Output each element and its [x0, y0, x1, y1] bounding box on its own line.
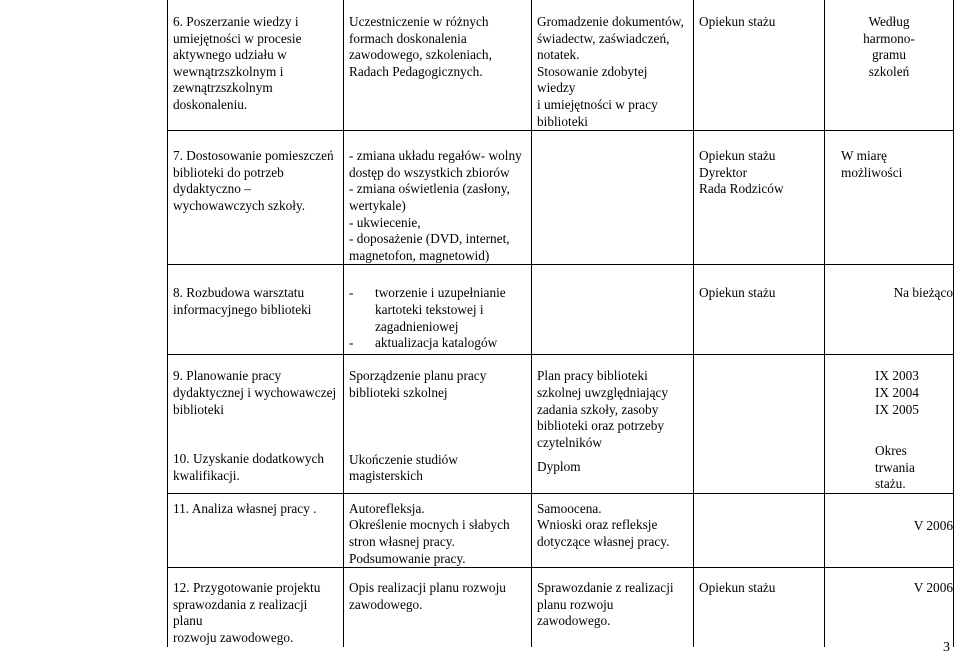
method-line: wertykale): [349, 197, 406, 213]
evidence-line: szkolnej uwzględniający: [537, 384, 669, 400]
method-list-item: [349, 335, 526, 352]
term-cell: [825, 265, 954, 355]
responsible-line: Opiekun stażu: [699, 285, 776, 301]
evidence-cell: [532, 131, 694, 265]
method-list-item: [349, 285, 526, 335]
task-line: informacyjnego biblioteki: [173, 301, 312, 317]
method-cell: [344, 493, 532, 567]
task-line: biblioteki do potrzeb: [173, 164, 284, 180]
term-line: Na bieżąco: [893, 285, 953, 301]
evidence-cell: [532, 355, 694, 494]
evidence-line: zadania szkoły, zasoby: [537, 401, 659, 417]
method-cell: [344, 568, 532, 647]
method-cell: [344, 131, 532, 265]
task-line: 7. Dostosowanie pomieszczeń: [173, 148, 334, 164]
method-cell: [344, 355, 532, 494]
task-line: dydaktycznej i wychowawczej: [173, 384, 337, 400]
task-line: zewnątrzszkolnym: [173, 80, 273, 96]
method-line: Podsumowanie pracy.: [349, 550, 466, 566]
method-line: dostęp do wszystkich zbiorów: [349, 164, 510, 180]
task-line: 8. Rozbudowa warsztatu: [173, 285, 305, 301]
method-cell: [344, 0, 532, 131]
method-line: kartoteki tekstowej i: [375, 301, 484, 317]
responsible-cell: [694, 568, 825, 647]
page-number: 3: [943, 640, 950, 655]
method-line: stron własnej pracy.: [349, 534, 455, 550]
evidence-line: Wnioski oraz refleksje: [537, 517, 658, 533]
term-cell: [825, 493, 954, 567]
table-row: [168, 493, 954, 567]
table-row: [168, 0, 954, 131]
method-line: - doposażenie (DVD, internet,: [349, 231, 510, 247]
term-line: IX 2003: [875, 368, 919, 384]
evidence-line: świadectw, zaświadczeń,: [537, 30, 670, 46]
method-line: Opis realizacji planu rozwoju: [349, 580, 506, 596]
development-plan-table: [167, 0, 954, 647]
task-line: 12. Przygotowanie projektu: [173, 580, 321, 596]
term-cell: [825, 355, 954, 494]
term-cell: [825, 0, 954, 131]
term-line: V 2006: [913, 580, 953, 596]
method-line: magisterskich: [349, 468, 423, 484]
term-line: możliwości: [841, 164, 903, 180]
term-cell: [825, 131, 954, 265]
evidence-line: biblioteki oraz potrzeby: [537, 418, 665, 434]
evidence-line: notatek.: [537, 47, 580, 63]
task-line: dydaktyczno –: [173, 181, 251, 197]
term-cell: [825, 568, 954, 647]
task-line: wychowawczych szkoły.: [173, 197, 306, 213]
task-line: 11. Analiza własnej pracy .: [173, 500, 317, 516]
method-line: - zmiana układu regałów- wolny: [349, 148, 522, 164]
task-cell: [168, 493, 344, 567]
method-line: zawodowego.: [349, 596, 423, 612]
task-cell: [168, 265, 344, 355]
evidence-line: Plan pracy biblioteki: [537, 368, 648, 384]
table-row: [168, 131, 954, 265]
responsible-cell: [694, 131, 825, 265]
evidence-line: Stosowanie zdobytej wiedzy: [537, 63, 648, 96]
responsible-line: Dyrektor: [699, 164, 747, 180]
table-row: [168, 265, 954, 355]
task-line: sprawozdania z realizacji planu: [173, 596, 308, 629]
method-line: biblioteki szkolnej: [349, 384, 448, 400]
responsible-cell: [694, 355, 825, 494]
term-line: IX 2004: [875, 384, 919, 400]
method-line: Autorefleksja.: [349, 500, 425, 516]
evidence-line: czytelników: [537, 434, 602, 450]
task-line: kwalifikacji.: [173, 467, 240, 483]
term-line: trwania: [875, 459, 915, 475]
evidence-line: Dyplom: [537, 459, 581, 475]
task-line: aktywnego udziału w: [173, 47, 287, 63]
method-line: Ukończenie studiów: [349, 451, 458, 467]
task-line: rozwoju zawodowego.: [173, 630, 294, 646]
term-line: Okres: [875, 443, 907, 459]
responsible-line: Opiekun stażu: [699, 14, 776, 29]
term-line: W miarę: [841, 148, 887, 164]
method-line: zagadnieniowej: [375, 318, 459, 334]
dash-marker: -: [349, 335, 354, 351]
method-line: Sporządzenie planu pracy: [349, 368, 487, 384]
task-line: biblioteki: [173, 401, 224, 417]
evidence-line: i umiejętności w pracy: [537, 96, 658, 112]
evidence-line: Gromadzenie dokumentów,: [537, 14, 684, 29]
method-line: - zmiana oświetlenia (zasłony,: [349, 181, 510, 197]
evidence-line: planu rozwoju zawodowego.: [537, 596, 614, 629]
evidence-cell: [532, 493, 694, 567]
term-line: V 2006: [913, 517, 953, 533]
task-line: wewnątrzszkolnym i: [173, 63, 284, 79]
task-cell: [168, 131, 344, 265]
evidence-line: dotyczące własnej pracy.: [537, 534, 670, 550]
evidence-cell: [532, 568, 694, 647]
evidence-line: Sprawozdanie z realizacji: [537, 580, 674, 596]
task-cell: [168, 0, 344, 131]
task-cell: [168, 568, 344, 647]
method-line: aktualizacja katalogów: [375, 335, 498, 351]
evidence-cell: [532, 0, 694, 131]
table-row: [168, 355, 954, 494]
term-line: szkoleń: [868, 63, 910, 79]
method-line: zawodowego, szkoleniach,: [349, 47, 492, 63]
evidence-line: Samoocena.: [537, 500, 602, 516]
responsible-line: Rada Rodziców: [699, 181, 784, 197]
task-line: umiejętności w procesie: [173, 30, 302, 46]
method-line: formach doskonalenia: [349, 30, 467, 46]
table-row: [168, 568, 954, 647]
responsible-cell: [694, 265, 825, 355]
task-line: 6. Poszerzanie wiedzy i: [173, 14, 299, 29]
method-line: Uczestniczenie w różnych: [349, 14, 489, 29]
method-cell: [344, 265, 532, 355]
term-line: gramu: [872, 47, 906, 63]
task-line: 10. Uzyskanie dodatkowych: [173, 451, 325, 467]
dash-marker: -: [349, 285, 354, 301]
evidence-line: biblioteki: [537, 113, 588, 129]
evidence-cell: [532, 265, 694, 355]
term-line: IX 2005: [875, 401, 919, 417]
responsible-cell: [694, 0, 825, 131]
method-line: Radach Pedagogicznych.: [349, 63, 483, 79]
method-line: tworzenie i uzupełnianie: [375, 285, 506, 301]
task-cell: [168, 355, 344, 494]
term-line: Według: [868, 14, 910, 29]
term-line: stażu.: [875, 476, 906, 492]
term-line: harmono-: [863, 30, 915, 46]
responsible-line: Opiekun stażu: [699, 148, 776, 164]
task-line: doskonaleniu.: [173, 96, 248, 112]
responsible-line: Opiekun stażu: [699, 580, 776, 596]
responsible-cell: [694, 493, 825, 567]
method-line: - ukwiecenie,: [349, 214, 421, 230]
task-line: 9. Planowanie pracy: [173, 368, 282, 384]
method-line: Określenie mocnych i słabych: [349, 517, 510, 533]
method-line: magnetofon, magnetowid): [349, 247, 490, 263]
